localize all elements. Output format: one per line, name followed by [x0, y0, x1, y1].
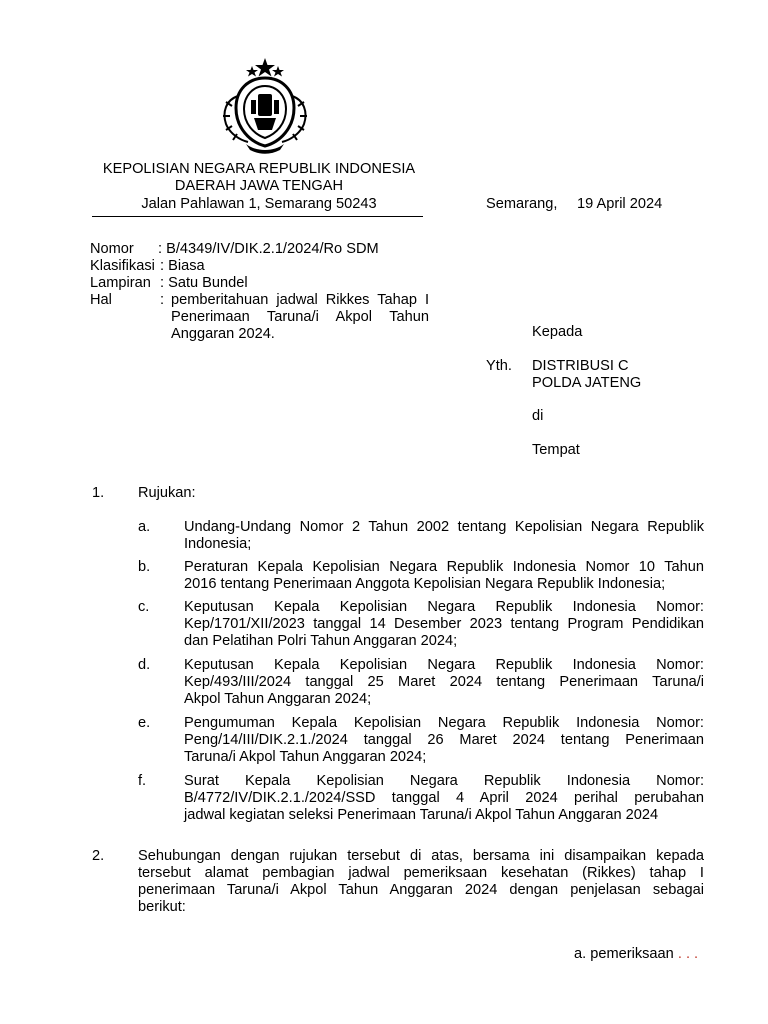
yth-label: Yth.	[486, 358, 512, 374]
hal-line-1: pemberitahuan jadwal Rikkes Tahap I	[171, 292, 429, 308]
section-1-number: 1.	[92, 485, 105, 501]
section-2-number: 2.	[92, 848, 105, 864]
item-f-line: Surat Kepala Kepolisian Negara Republik Indonesia Nomor:	[184, 773, 704, 789]
item-d-line: Keputusan Kepala Kepolisian Negara Republik Indonesia Nomor:	[184, 657, 704, 673]
hal-label: Hal	[90, 292, 112, 308]
letter-place: Semarang,	[486, 196, 558, 212]
continuation-text: a. pemeriksaan	[574, 946, 674, 962]
item-f-text	[184, 773, 704, 824]
hal-colon: :	[160, 292, 165, 308]
hal-line-3: Anggaran 2024.	[171, 326, 275, 342]
recipient-name-1: DISTRIBUSI C	[532, 358, 629, 374]
item-a-line: Indonesia;	[184, 536, 252, 552]
lampiran-label: Lampiran	[90, 275, 151, 291]
nomor-label: Nomor	[90, 241, 134, 257]
item-e-line: Peng/14/III/DIK.2.1./2024 tanggal 26 Maret 2024 tentang Penerimaan	[184, 732, 704, 748]
lampiran-value: : Satu Bundel	[160, 275, 248, 291]
di-label: di	[532, 408, 544, 424]
item-f-line: B/4772/IV/DIK.2.1./2024/SSD tanggal 4 April 2024 perihal perubahan	[184, 790, 704, 806]
item-b-letter: b.	[138, 559, 151, 575]
item-e-text	[184, 715, 704, 766]
hal-line-2: Penerimaan Taruna/i Akpol Tahun	[171, 309, 429, 325]
letter-date: 19 April 2024	[577, 196, 663, 212]
section-1-title: Rujukan:	[138, 485, 196, 501]
item-d-line: Kep/493/III/2024 tanggal 25 Maret 2024 tentang Penerimaan Taruna/i	[184, 674, 704, 690]
letterhead-line-1: KEPOLISIAN NEGARA REPUBLIK INDONESIA	[102, 161, 416, 177]
item-d-line: Akpol Tahun Anggaran 2024;	[184, 691, 372, 707]
kepada-label: Kepada	[532, 324, 583, 340]
item-b-text	[184, 559, 704, 593]
item-c-line: Kep/1701/XII/2023 tanggal 14 Desember 2023 tentang Program Pendidikan	[184, 616, 704, 632]
item-a-letter: a.	[138, 519, 151, 535]
hal-subject	[171, 292, 429, 343]
section-2-line: penerimaan Taruna/i Akpol Tahun Anggaran 2024 dengan penjelasan sebagai	[138, 882, 704, 898]
continuation-dots: . . .	[677, 946, 699, 962]
klasifikasi-label: Klasifikasi	[90, 258, 155, 274]
tempat-label: Tempat	[532, 442, 580, 458]
item-c-line: dan Pelatihan Polri Tahun Anggaran 2024;	[184, 633, 458, 649]
letterhead-divider	[92, 216, 423, 217]
item-b-line: 2016 tentang Penerimaan Anggota Kepolisian Negara Republik Indonesia;	[184, 576, 666, 592]
section-2-line: Sehubungan dengan rujukan tersebut di atas, bersama ini disampaikan kepada	[138, 848, 704, 864]
item-f-line: jadwal kegiatan seleksi Penerimaan Taruna/i Akpol Tahun Anggaran 2024	[184, 807, 659, 823]
nomor-value: : B/4349/IV/DIK.2.1/2024/Ro SDM	[158, 241, 379, 257]
letterhead-address: Jalan Pahlawan 1, Semarang 50243	[141, 196, 377, 212]
item-d-text	[184, 657, 704, 708]
item-c-text	[184, 599, 704, 650]
item-c-line: Keputusan Kepala Kepolisian Negara Republik Indonesia Nomor:	[184, 599, 704, 615]
item-d-letter: d.	[138, 657, 151, 673]
section-2-line: berikut:	[138, 899, 186, 915]
continuation-marker	[574, 946, 698, 963]
section-2-paragraph	[138, 848, 704, 916]
item-b-line: Peraturan Kepala Kepolisian Negara Republik Indonesia Nomor 10 Tahun	[184, 559, 704, 575]
section-2-line: tersebut alamat pembagian jadwal pemeriksaan kesehatan (Rikkes) tahap I	[138, 865, 704, 881]
recipient-name-2: POLDA JATENG	[532, 375, 642, 391]
police-emblem-icon	[218, 56, 312, 154]
item-e-line: Taruna/i Akpol Tahun Anggaran 2024;	[184, 749, 427, 765]
klasifikasi-value: : Biasa	[160, 258, 205, 274]
item-e-letter: e.	[138, 715, 151, 731]
item-e-line: Pengumuman Kepala Kepolisian Negara Republik Indonesia Nomor:	[184, 715, 704, 731]
item-a-text	[184, 519, 704, 553]
item-c-letter: c.	[138, 599, 150, 615]
item-f-letter: f.	[138, 773, 147, 789]
item-a-line: Undang-Undang Nomor 2 Tahun 2002 tentang Kepolisian Negara Republik	[184, 519, 704, 535]
letterhead-line-2: DAERAH JAWA TENGAH	[174, 178, 344, 194]
